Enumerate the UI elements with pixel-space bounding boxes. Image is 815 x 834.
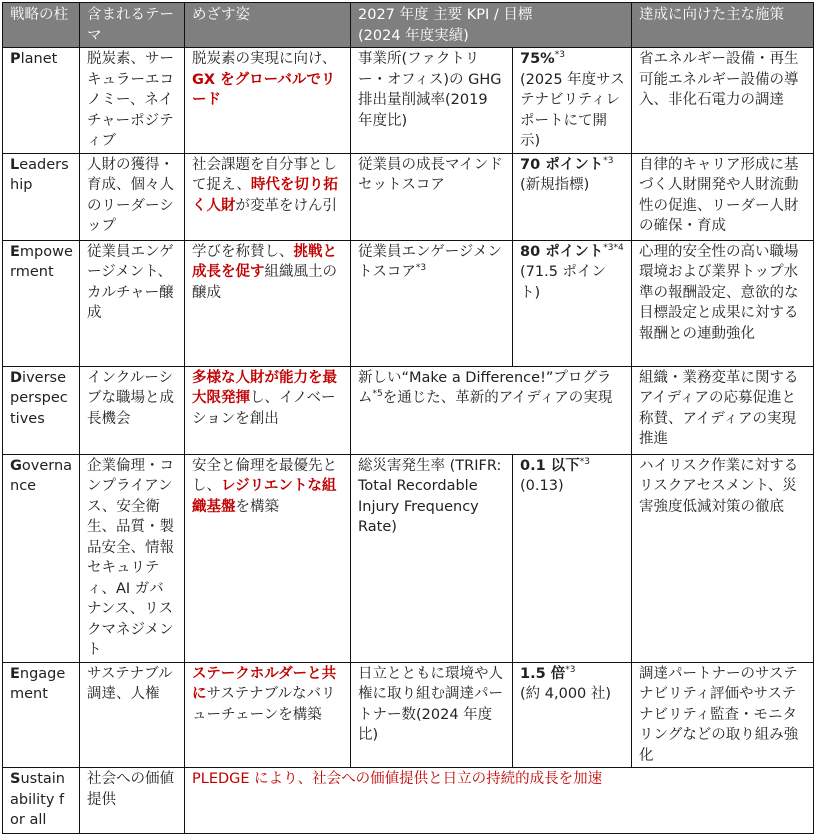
pillar-rest: mpowerment [10,243,73,280]
kpi-text: 新しい“Make a Difference!”プログラム [358,369,612,406]
vision-cell [185,48,351,154]
summary-cell: PLEDGE により、社会への価値提供と日立の持続的成長を加速 [185,768,814,834]
themes-cell: インクルーシブな職場と成長機会 [80,366,185,454]
header-pillar: 戦略の柱 [3,3,80,48]
vision-highlight: GX をグローバルでリード [192,71,336,108]
vision-text: 安全と倫理を最優先とし、 [192,457,337,494]
measures-cell: 省エネルギー設備・再生可能エネルギー設備の導入、非化石電力の調達 [632,48,814,154]
kpi-cell [351,240,513,366]
kpi-text: 従業員エンゲージメントスコア [358,243,502,280]
vision-highlight: ステークホルダーと共に [192,665,337,702]
vision-text: 社会課題を自分事として捉え、 [192,156,337,193]
target-value: 0.1 以下 [520,457,580,474]
table-row-governance [3,454,814,662]
kpi-cell: 日立とともに環境や人権に取り組む調達パートナー数(2024 年度比) [351,662,513,768]
vision-cell [185,153,351,240]
target-value: 80 ポイント [520,243,604,260]
target-cell [513,662,632,768]
table-header-row [3,3,814,48]
footnote-ref: *3 [565,664,576,675]
kpi-cell: 総災害発生率 (TRIFR: Total Recordable Injury Frequency Rate) [351,454,513,662]
table-row-diverse-perspectives [3,366,814,454]
target-actual: (71.5 ポイント) [520,264,607,301]
pillar-rest: iverse perspectives [10,369,68,427]
vision-cell [185,454,351,662]
target-value: 70 ポイント [520,156,604,173]
target-actual: (新規指標) [520,177,590,193]
target-cell [513,48,632,154]
strategy-pillars-table [2,2,814,834]
vision-text: サステナブルなバリューチェーンを構築 [192,686,336,723]
pillar-cell [3,366,80,454]
vision-text: 組織風土の醸成 [192,264,337,301]
vision-text: が変革をけん引 [235,197,337,214]
vision-cell [185,366,351,454]
target-actual: (0.13) [520,478,564,494]
vision-highlight: 時代を切り拓く人財 [192,177,338,214]
target-actual: (約 4,000 社) [520,686,612,702]
pillar-cell [3,153,80,240]
footnote-ref: *3 [603,155,614,166]
kpi-cell [351,366,632,454]
pillar-rest: eadership [10,156,69,193]
themes-cell: サステナブル調達、人権 [80,662,185,768]
measures-cell: 組織・業務変革に関するアイディアの応募促進と称賛、アイディアの実現推進 [632,366,814,454]
pillar-initial: D [10,369,23,386]
kpi-cell: 事業所(ファクトリー・オフィス)の GHG 排出量削減率(2019 年度比) [351,48,513,154]
themes-cell: 従業員エンゲージメント、カルチャー醸成 [80,240,185,366]
footnote-ref: *3 [415,263,427,273]
pillar-rest: ustainability for all [10,771,65,828]
table-row-planet [3,48,814,154]
pillar-initial: E [10,243,20,260]
target-cell [513,153,632,240]
header-vision: めざす姿 [185,3,351,48]
vision-text: を構築 [235,498,279,515]
pillar-rest: lanet [20,51,58,67]
vision-text: 学びを称賛し、 [192,243,294,260]
vision-highlight: 多様な人財が能力を最大限発揮 [192,369,337,406]
measures-cell: 心理的安全性の高い職場環境および業界トップ水準の報酬設定、意欲的な目標設定と成果に対する報酬との連動強化 [632,240,814,366]
pillar-initial: E [10,665,20,682]
pillar-initial: L [10,156,20,173]
kpi-cell: 従業員の成長マインドセットスコア [351,153,513,240]
kpi-text: を通じた、革新的アイディアの実現 [382,390,613,406]
header-kpi-title: 2027 年度 主要 KPI / 目標 [358,7,533,23]
pillar-cell [3,768,80,834]
target-actual: (2025 年度サステナビリティレポートにて開示) [520,71,625,149]
vision-cell [185,240,351,366]
pillar-initial: G [10,457,22,474]
target-value: 75% [520,51,555,67]
target-cell [513,454,632,662]
vision-cell [185,662,351,768]
pillar-cell [3,48,80,154]
header-themes: 含まれるテーマ [80,3,185,48]
vision-highlight: 挑戦と成長を促す [192,243,337,280]
table-row-engagement [3,662,814,768]
target-cell [513,240,632,366]
footnote-ref: *3 [579,456,590,467]
footnote-ref: *3*4 [603,242,624,253]
target-value: 1.5 倍 [520,665,566,682]
measures-cell: 自律的キャリア形成に基づく人財開発や人財流動性の促進、リーダー人財の確保・育成 [632,153,814,240]
pillar-rest: overnance [10,457,73,494]
pillar-initial: P [10,51,21,67]
pillar-cell [3,454,80,662]
header-kpi [351,3,632,48]
table-row-sustainability-for-all [3,768,814,834]
themes-cell: 社会への価値提供 [80,768,185,834]
pillar-cell [3,240,80,366]
pillar-initial: S [10,771,21,787]
header-measures: 達成に向けた主な施策 [632,3,814,48]
pillar-rest: ngagement [10,665,66,702]
table-row-empowerment [3,240,814,366]
themes-cell: 脱炭素、サーキュラーエコノミー、ネイチャーポジティブ [80,48,185,154]
footnote-ref: *5 [372,389,383,399]
themes-cell: 人財の獲得・育成、個々人のリーダーシップ [80,153,185,240]
vision-highlight: レジリエントな組織基盤 [192,478,337,515]
table-row-leadership [3,153,814,240]
measures-cell: ハイリスク作業に対するリスクアセスメント、災害強度低減対策の徹底 [632,454,814,662]
vision-text: し、イノベーションを創出 [192,390,336,427]
footnote-ref: *3 [554,50,565,60]
themes-cell: 企業倫理・コンプライアンス、安全衛生、品質・製品安全、情報セキュリティ、AI ガバナンス、リスクマネジメント [80,454,185,662]
header-kpi-actual: (2024 年度実績) [358,27,469,44]
measures-cell: 調達パートナーのサステナビリティ評価やサステナビリティ監査・モニタリングなどの取り組み強化 [632,662,814,768]
pillar-cell [3,662,80,768]
vision-text: 脱炭素の実現に向け、 [192,51,337,67]
